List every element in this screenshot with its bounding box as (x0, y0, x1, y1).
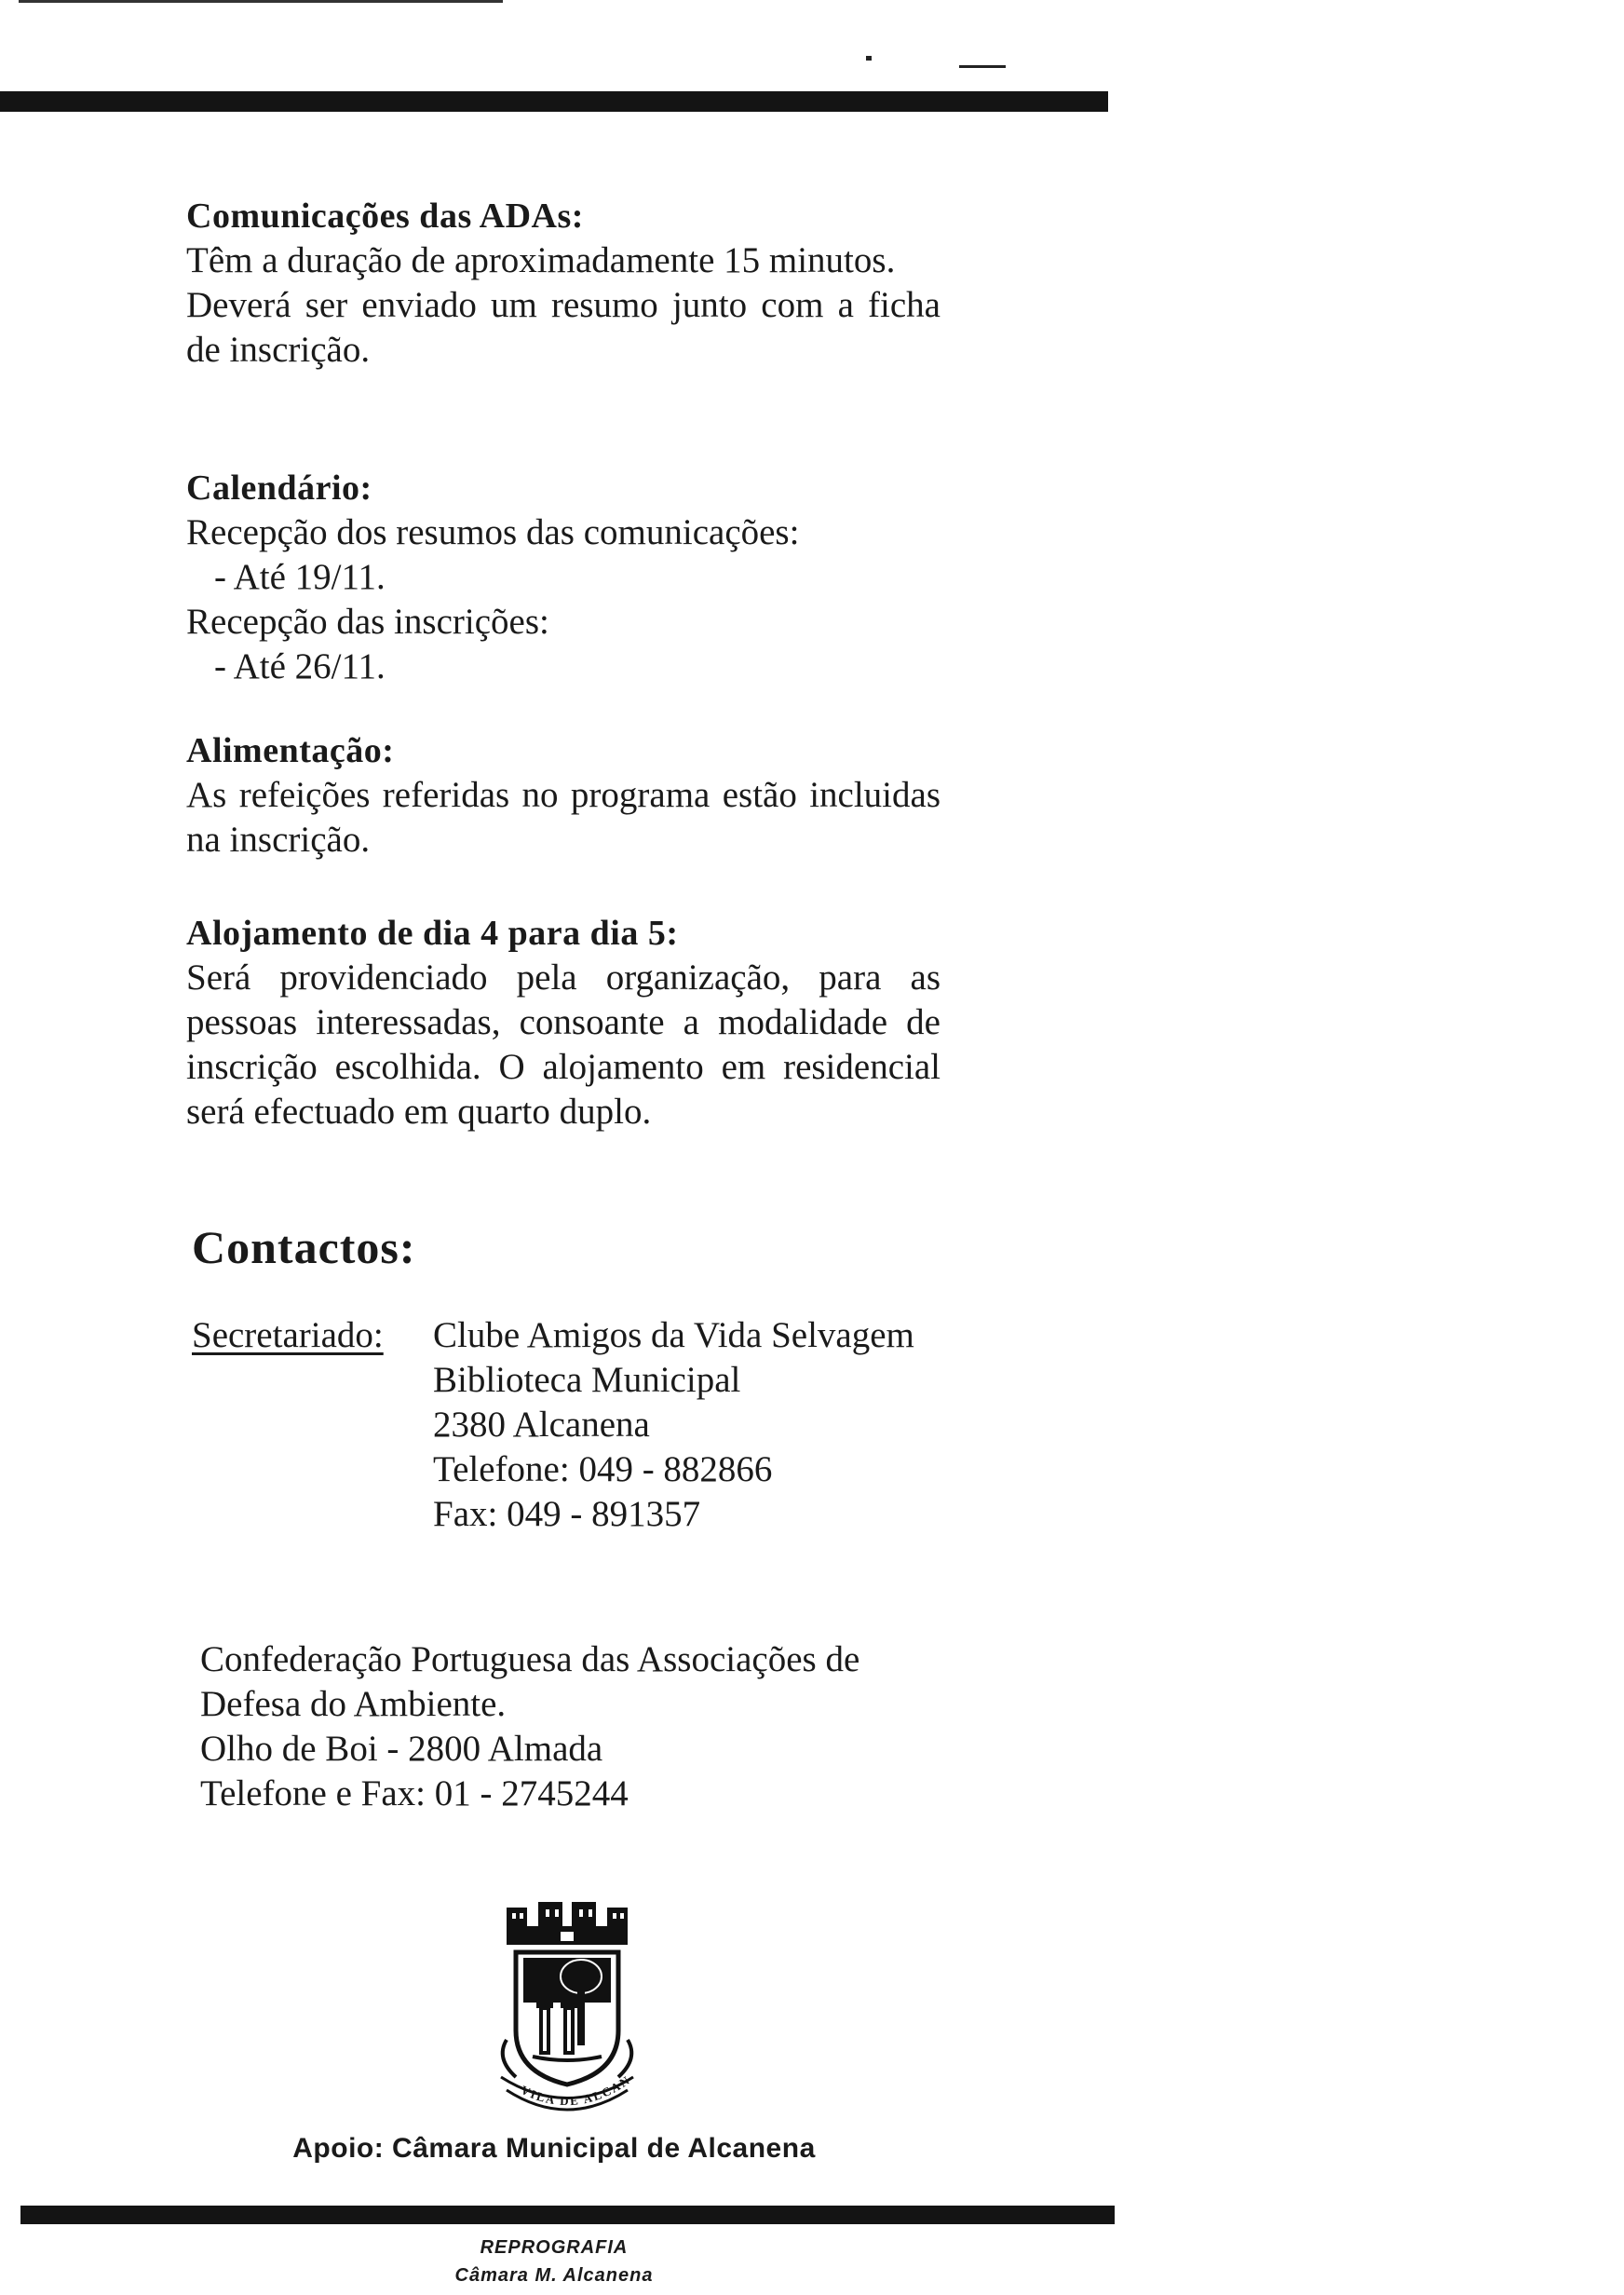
section-paragraph: Será providenciado pela organização, para as pessoas interessadas, consoante a modalidade de inscrição escolhida. O alojamento em residencial será efectuado em quarto duplo. (186, 957, 941, 1132)
confederacao-address (200, 1637, 973, 1816)
address-line: 2380 Alcanena (433, 1405, 650, 1445)
section-alimentacao (186, 728, 941, 862)
calendar-line: Recepção das inscrições: (186, 602, 549, 642)
seal-text: VILA DE ALCAN (519, 2072, 634, 2109)
section-heading: Calendário: (186, 469, 372, 508)
address-line: Defesa do Ambiente. (200, 1684, 507, 1724)
apoio-caption: Apoio: Câmara Municipal de Alcanena (292, 2133, 816, 2164)
section-heading: Comunicações das ADAs: (186, 197, 584, 236)
phone-line: Telefone: 049 - 882866 (433, 1449, 773, 1489)
address-line: Clube Amigos da Vida Selvagem (433, 1315, 914, 1355)
section-heading: Alojamento de dia 4 para dia 5: (186, 914, 679, 953)
top-edge-line (19, 0, 503, 3)
address-line: Biblioteca Municipal (433, 1360, 741, 1400)
address-line: Olho de Boi - 2800 Almada (200, 1729, 603, 1769)
calendar-line: Recepção dos resumos das comunicações: (186, 512, 800, 552)
contactos-heading: Contactos: (192, 1221, 416, 1273)
scan-speck (959, 65, 1006, 68)
secretariado-label: Secretariado: (192, 1315, 384, 1355)
address-line: Confederação Portuguesa das Associações de (200, 1639, 860, 1679)
bottom-divider-bar (20, 2206, 1115, 2224)
section-comunicacoes (186, 194, 941, 373)
secretariado-address (433, 1313, 914, 1537)
reprografia-stamp: REPROGRAFIA (480, 2237, 629, 2258)
section-paragraph: Têm a duração de aproximadamente 15 minutos. (186, 240, 896, 280)
section-paragraph: As refeições referidas no programa estão incluidas na inscrição. (186, 775, 941, 860)
reprografia-stamp: Câmara M. Alcanena (454, 2265, 654, 2286)
fax-line: Fax: 049 - 891357 (433, 1494, 701, 1534)
section-calendario (186, 466, 941, 689)
top-divider-bar (0, 91, 1108, 112)
municipal-coat-of-arms-icon (479, 1900, 656, 2124)
scan-speck (866, 56, 872, 61)
phone-fax-line: Telefone e Fax: 01 - 2745244 (200, 1773, 629, 1813)
section-heading: Alimentação: (186, 731, 395, 770)
section-alojamento (186, 911, 941, 1134)
calendar-date: - Até 26/11. (214, 646, 386, 686)
calendar-date: - Até 19/11. (214, 557, 386, 597)
section-paragraph: Deverá ser enviado um resumo junto com a ficha de inscrição. (186, 285, 941, 370)
